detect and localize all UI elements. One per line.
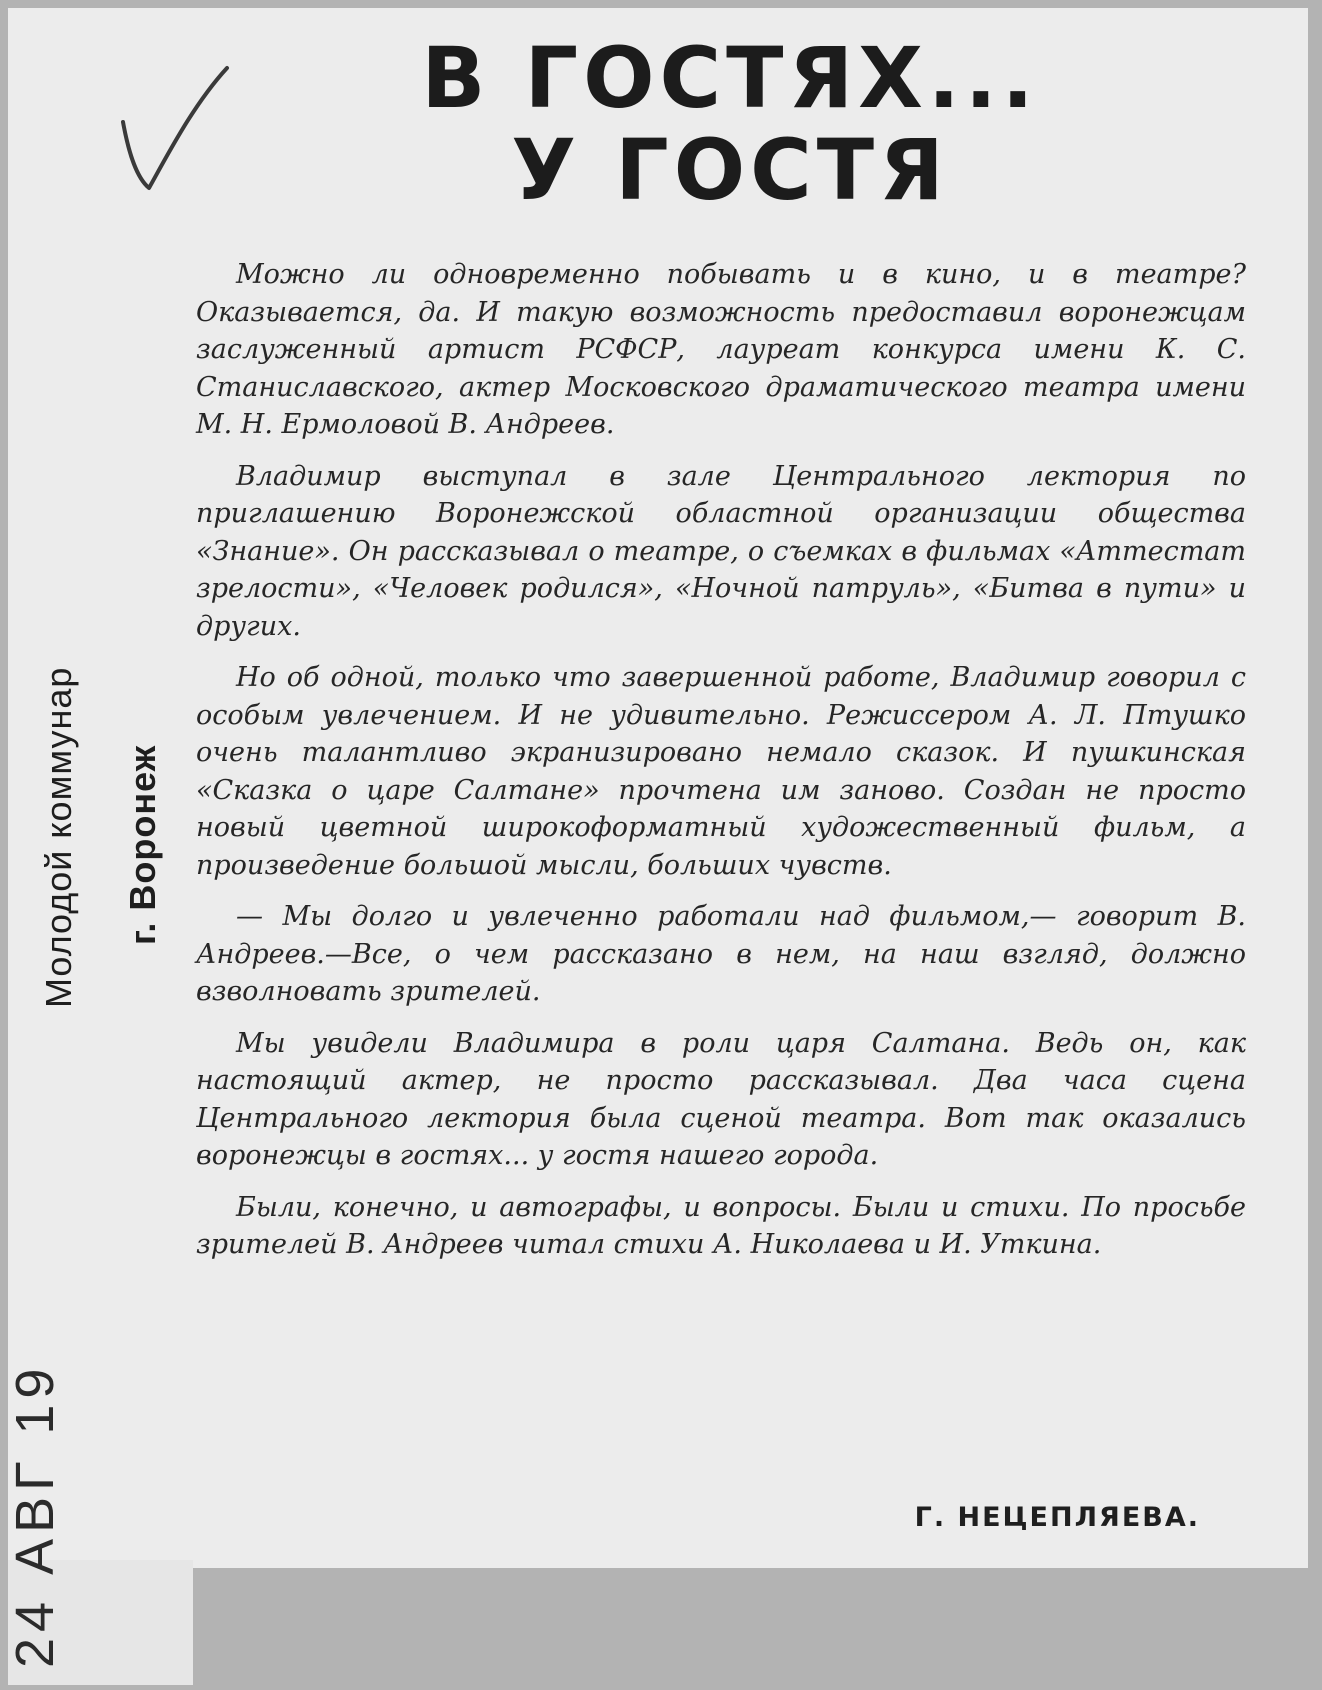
headline: [330, 29, 1130, 219]
article-paragraph: Но об одной, только что завершенной работе, Владимир говорил с особым увлечением. И не удивительно. Режиссером А. Л. Птушко очень талантливо экранизировано немало сказок. И пушкинская «Сказка о царе Салтане» прочтена им заново. Создан не просто новый цветной широкоформатный художественный фильм, а произведение большой мысли, больших чувств.: [196, 662, 1246, 881]
article-paragraph: Можно ли одновременно побывать и в кино, и в театре? Оказывается, да. И такую возможность предоставил воронежцам заслуженный артист РСФСР, лауреат конкурса имени К. С. Станиславского, актер Московского драматического театра имени М. Н. Ермоловой В. Андреев.: [196, 259, 1246, 440]
author-byline: Г. НЕЦЕПЛЯЕВА.: [914, 1502, 1200, 1533]
article-paragraph: Мы увидели Владимира в роли царя Салтана. Ведь он, как настоящий актер, не просто рассказывал. Два часа сцена Центрального лектория была сценой театра. Вот так оказались воронежцы в гостях... у гостя нашего города.: [196, 1027, 1246, 1171]
article-paragraph: Были, конечно, и автографы, и вопросы. Были и стихи. По просьбе зрителей В. Андреев читал стихи А. Николаева и И. Уткина.: [196, 1191, 1246, 1260]
headline-line-1: В ГОСТЯХ...: [421, 29, 1039, 127]
date-stamp: 24 АВГ 19: [5, 1362, 65, 1668]
source-city-stamp: г. Воронеж: [122, 744, 163, 945]
article-paragraph: — Мы долго и увлеченно работали над фильмом,— говорит В. Андреев.—Все, о чем рассказано в нем, на наш взгляд, должно взволновать зрителей.: [196, 901, 1246, 1007]
article-paragraph: Владимир выступал в зале Центрального лектория по приглашению Воронежской областной организации общества «Знание». Он рассказывал о театре, о съемках в фильмах «Аттестат зрелости», «Человек родился», «Ночной патруль», «Битва в пути» и других.: [196, 460, 1246, 642]
article-body: [196, 256, 1246, 1264]
source-newspaper-stamp: Молодой коммунар: [38, 666, 79, 1008]
headline-line-2: У ГОСТЯ: [511, 121, 949, 219]
handwritten-check-mark: [115, 60, 235, 200]
